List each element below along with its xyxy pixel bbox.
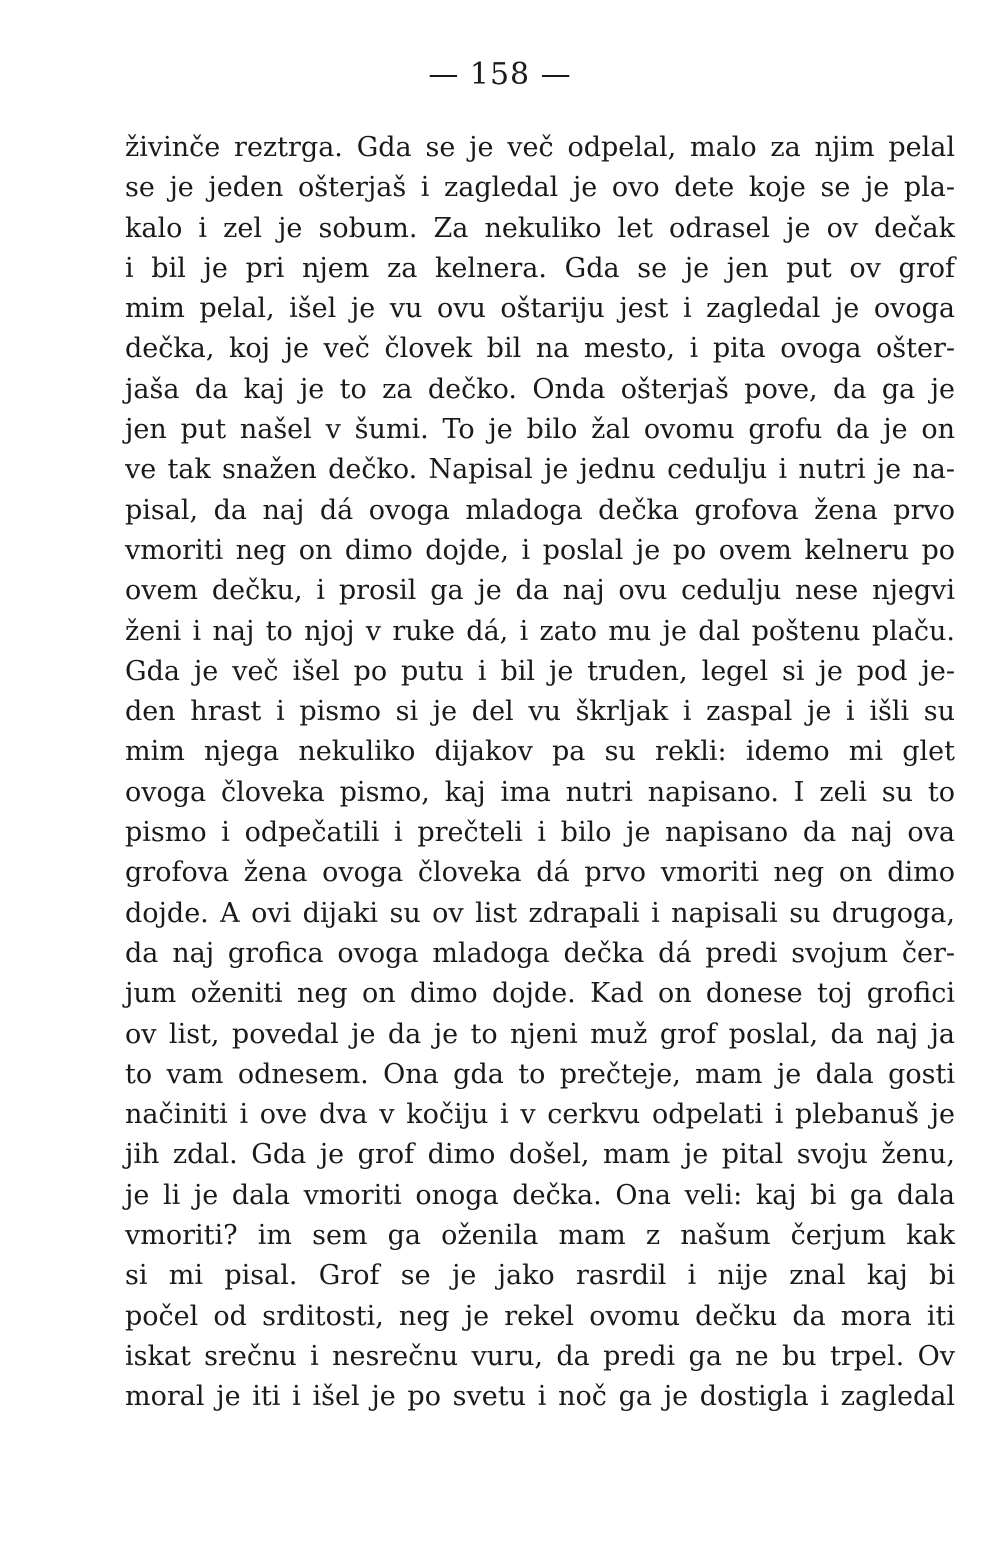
text-line: i bil je pri njem za kelnera. Gda se je jen put ov grof <box>125 252 955 284</box>
text-line: si mi pisal. Grof se je jako rasrdil i nije znal kaj bi <box>125 1260 955 1292</box>
text-line: dečka, koj je več človek bil na mesto, i pita ovoga ošter- <box>125 333 955 365</box>
text-line: mim njega nekuliko dijakov pa su rekli: idemo mi glet <box>125 736 955 768</box>
text-line: ženi i naj to njoj v ruke dá, i zato mu je dal poštenu plaču. <box>125 615 955 647</box>
page-number: — 158 — <box>428 57 572 92</box>
text-line: ovoga človeka pismo, kaj ima nutri napisano. I zeli su to <box>125 776 955 808</box>
text-line: ov list, povedal je da je to njeni muž grof poslal, da naj ja <box>125 1018 955 1050</box>
text-line: iskat srečnu i nesrečnu vuru, da predi ga ne bu trpel. Ov <box>125 1340 955 1372</box>
text-line: vmoriti neg on dimo dojde, i poslal je po ovem kelneru po <box>125 534 955 566</box>
text-line: mim pelal, išel je vu ovu oštariju jest i zagledal je ovoga <box>125 293 955 325</box>
text-line: dojde. A ovi dijaki su ov list zdrapali i napisali su drugoga, <box>125 897 955 929</box>
text-line: to vam odnesem. Ona gda to prečteje, mam je dala gosti <box>125 1058 955 1090</box>
text-line: živinče reztrga. Gda se je več odpelal, malo za njim pelal <box>125 132 955 163</box>
text-line: da naj grofica ovoga mladoga dečka dá predi svojum čer- <box>125 937 955 969</box>
body-text <box>125 128 955 1418</box>
text-line: vmoriti? im sem ga oženila mam z našum čerjum kak <box>125 1220 955 1252</box>
text-line: Gda je več išel po putu i bil je truden, legel si je pod je- <box>125 655 955 687</box>
text-line: načiniti i ove dva v kočiju i v cerkvu odpelati i plebanuš je <box>125 1099 955 1131</box>
text-line: pisal, da naj dá ovoga mladoga dečka grofova žena prvo <box>125 494 955 526</box>
text-line: jih zdal. Gda je grof dimo došel, mam je pital svoju ženu, <box>125 1139 955 1171</box>
text-line: je li je dala vmoriti onoga dečka. Ona veli: kaj bi ga dala <box>125 1179 955 1211</box>
text-line: jen put našel v šumi. To je bilo žal ovomu grofu da je on <box>125 414 955 446</box>
text-line: ovem dečku, i prosil ga je da naj ovu cedulju nese njegvi <box>125 575 955 607</box>
text-line: počel od srditosti, neg je rekel ovomu dečku da mora iti <box>125 1300 955 1332</box>
text-line: moral je iti i išel je po svetu i noč ga je dostigla i zagledal <box>125 1381 955 1413</box>
text-line: grofova žena ovoga človeka dá prvo vmoriti neg on dimo <box>125 857 955 889</box>
text-line: jum oženiti neg on dimo dojde. Kad on donese toj grofici <box>125 978 955 1010</box>
text-line: ve tak snažen dečko. Napisal je jednu cedulju i nutri je na- <box>125 454 955 486</box>
text-line: kalo i zel je sobum. Za nekuliko let odrasel je ov dečak <box>125 212 955 244</box>
text-line: se je jeden ošterjaš i zagledal je ovo dete koje se je pla- <box>125 172 955 204</box>
text-line: den hrast i pismo si je del vu škrljak i zaspal je i išli su <box>125 696 955 728</box>
text-line: pismo i odpečatili i prečteli i bilo je napisano da naj ova <box>125 817 955 849</box>
text-line: jaša da kaj je to za dečko. Onda ošterjaš pove, da ga je <box>125 373 955 405</box>
